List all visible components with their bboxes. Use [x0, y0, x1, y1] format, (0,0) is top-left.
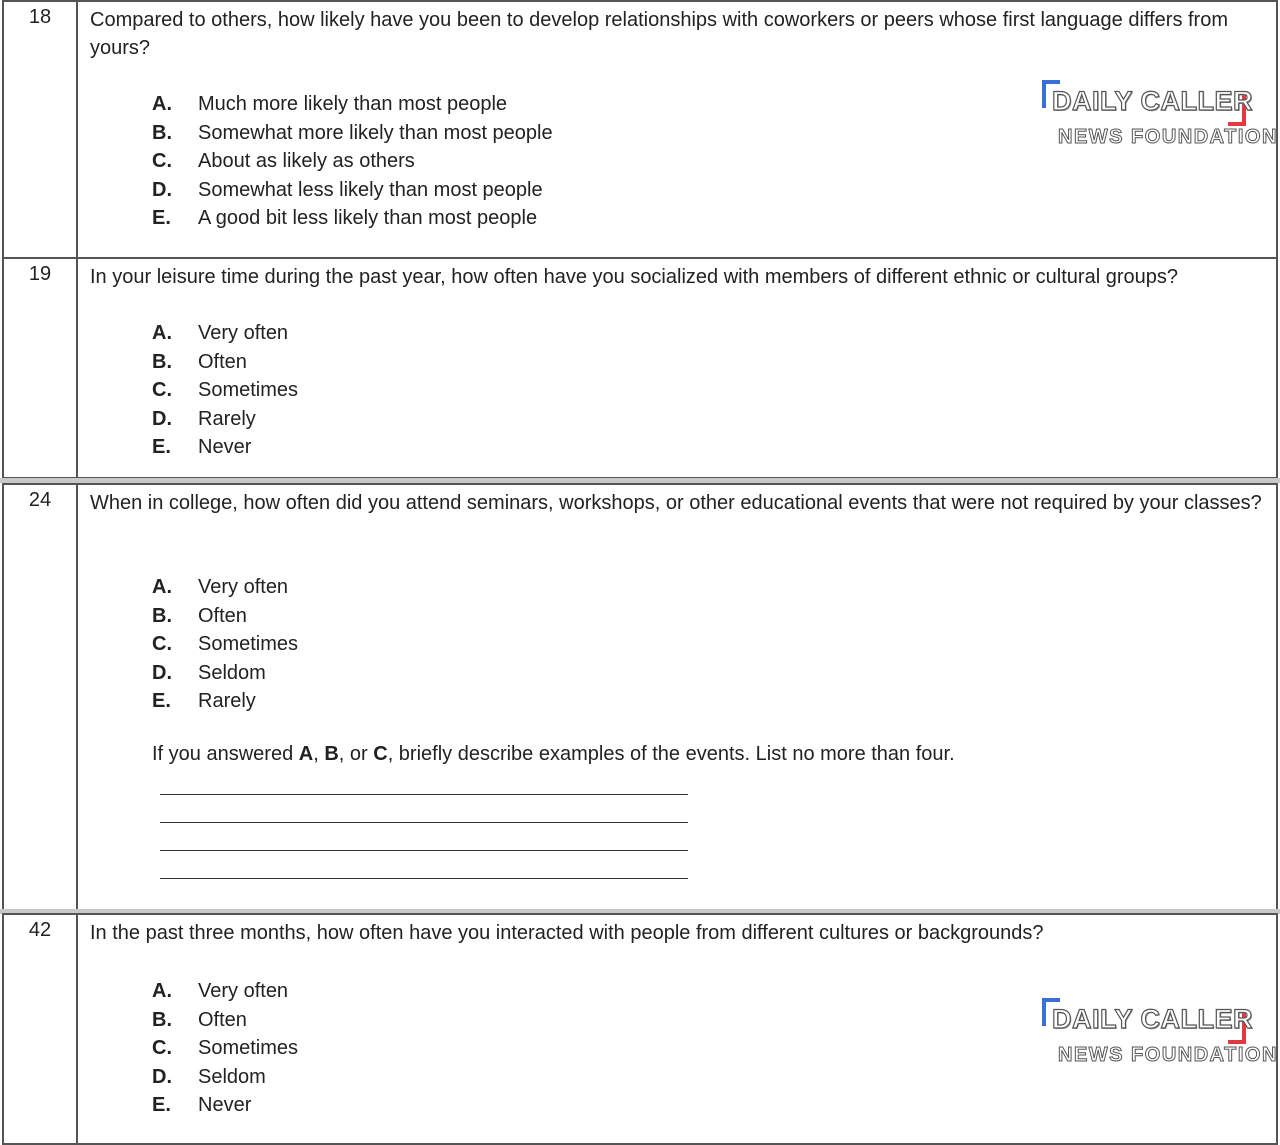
answer-line-2[interactable] [160, 822, 688, 823]
option-e: E. Never [152, 1094, 252, 1116]
question-block-19 [2, 257, 1278, 479]
option-b: B. Often [152, 1008, 247, 1031]
daily-caller-logo [1040, 998, 1278, 1078]
option-e: E. A good bit less likely than most people [152, 207, 538, 229]
option-c: C. Sometimes [152, 633, 299, 655]
option-c: C. About as likely as others [152, 150, 415, 172]
option-e: E. Rarely [152, 690, 256, 712]
question-number-cell [4, 485, 78, 910]
answer-line-3[interactable] [160, 850, 688, 851]
option-a: A. Much more likely than most people [152, 93, 508, 115]
logo-subtitle: NEWS FOUNDATION [1058, 126, 1278, 148]
logo-title: DAILY CALLER [1052, 1004, 1254, 1034]
option-e: E. Never [152, 436, 252, 458]
answer-line-1[interactable] [160, 794, 688, 795]
option-c: C. Sometimes [152, 1037, 299, 1059]
answer-line-4[interactable] [160, 878, 688, 879]
option-a: A. Very often [152, 576, 289, 598]
option-c: C. Sometimes [152, 379, 299, 401]
option-d: D. Somewhat less likely than most people [152, 178, 543, 201]
question-text: When in college, how often did you attend seminars, workshops, or other educational events that were not required by your classes? [90, 492, 1262, 514]
question-number: 42 [28, 919, 52, 941]
answer-options [152, 977, 298, 1120]
answer-options [152, 319, 298, 462]
question-text: In the past three months, how often have you interacted with people from different cultures or backgrounds? [90, 922, 1044, 944]
question-number-cell [4, 2, 78, 257]
answer-options [152, 90, 553, 233]
question-number-cell [4, 915, 78, 1143]
option-b: B. Often [152, 350, 247, 373]
option-b: B. Somewhat more likely than most people [152, 121, 553, 144]
logo-title: DAILY CALLER [1052, 86, 1254, 116]
followup-instruction: If you answered A, B, or C, briefly describe examples of the events. List no more than four. [152, 743, 955, 765]
question-text: Compared to others, how likely have you been to develop relationships with coworkers or peers whose first language differs from yours? [90, 9, 1228, 59]
option-d: D. Seldom [152, 661, 266, 684]
option-a: A. Very often [152, 980, 289, 1002]
question-number: 24 [28, 489, 52, 511]
answer-options [152, 573, 298, 716]
daily-caller-logo [1040, 80, 1278, 160]
question-number: 19 [28, 263, 52, 285]
option-b: B. Often [152, 604, 247, 627]
option-d: D. Seldom [152, 1065, 266, 1088]
option-a: A. Very often [152, 322, 289, 344]
question-block-24 [2, 483, 1278, 912]
question-number-cell [4, 259, 78, 477]
option-d: D. Rarely [152, 407, 256, 430]
logo-subtitle: NEWS FOUNDATION [1058, 1044, 1278, 1066]
question-text: In your leisure time during the past year, how often have you socialized with members of different ethnic or cultural groups? [90, 266, 1178, 288]
question-number: 18 [28, 6, 52, 28]
